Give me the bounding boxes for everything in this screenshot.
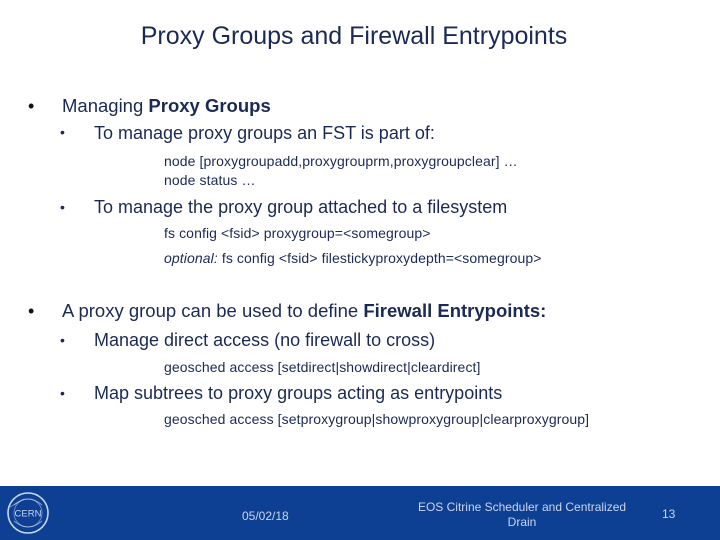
optional-label: optional: bbox=[164, 250, 218, 266]
cern-logo-icon bbox=[4, 489, 52, 537]
section1-heading-bold: Proxy Groups bbox=[148, 95, 271, 116]
sub-bullet-dot: • bbox=[60, 124, 65, 140]
section2-sub1: Manage direct access (no firewall to cross) bbox=[94, 330, 436, 350]
cern-logo-text: CERN bbox=[14, 508, 42, 520]
sub-bullet-dot: • bbox=[60, 332, 65, 348]
footer-date: 05/02/18 bbox=[242, 509, 289, 523]
page-number: 13 bbox=[662, 507, 676, 521]
section1-sub2: To manage the proxy group attached to a filesystem bbox=[94, 197, 508, 217]
section1-heading bbox=[62, 95, 271, 117]
command-line: fs config <fsid> proxygroup=<somegroup> bbox=[164, 225, 431, 241]
section2-heading-text: A proxy group can be used to define bbox=[62, 300, 364, 321]
command-line-optional bbox=[164, 250, 542, 266]
command-line: node status … bbox=[164, 172, 256, 188]
footer-conference-line1: EOS Citrine Scheduler and Centralized bbox=[417, 500, 627, 514]
optional-command: fs config <fsid> filestickyproxydepth=<somegroup> bbox=[217, 250, 542, 266]
section2-heading-bold: Firewall Entrypoints: bbox=[363, 300, 547, 321]
footer-conference-line2: Drain bbox=[507, 515, 537, 529]
command-line: node [proxygroupadd,proxygrouprm,proxygroupclear] … bbox=[164, 153, 518, 169]
footer-conference-title bbox=[412, 500, 632, 530]
command-line: geosched access [setproxygroup|showproxygroup|clearproxygroup] bbox=[164, 411, 590, 427]
slide-title: Proxy Groups and Firewall Entrypoints bbox=[140, 22, 568, 50]
section1-heading-text: Managing bbox=[62, 95, 149, 116]
section1-sub1: To manage proxy groups an FST is part of: bbox=[94, 123, 435, 143]
section2-sub2: Map subtrees to proxy groups acting as entrypoints bbox=[94, 383, 503, 403]
sub-bullet-dot: • bbox=[60, 199, 65, 215]
command-line: geosched access [setdirect|showdirect|cleardirect] bbox=[164, 359, 481, 375]
section2-heading bbox=[62, 300, 546, 322]
bullet-dot: • bbox=[28, 301, 35, 321]
bullet-dot: • bbox=[28, 96, 35, 116]
sub-bullet-dot: • bbox=[60, 385, 65, 401]
